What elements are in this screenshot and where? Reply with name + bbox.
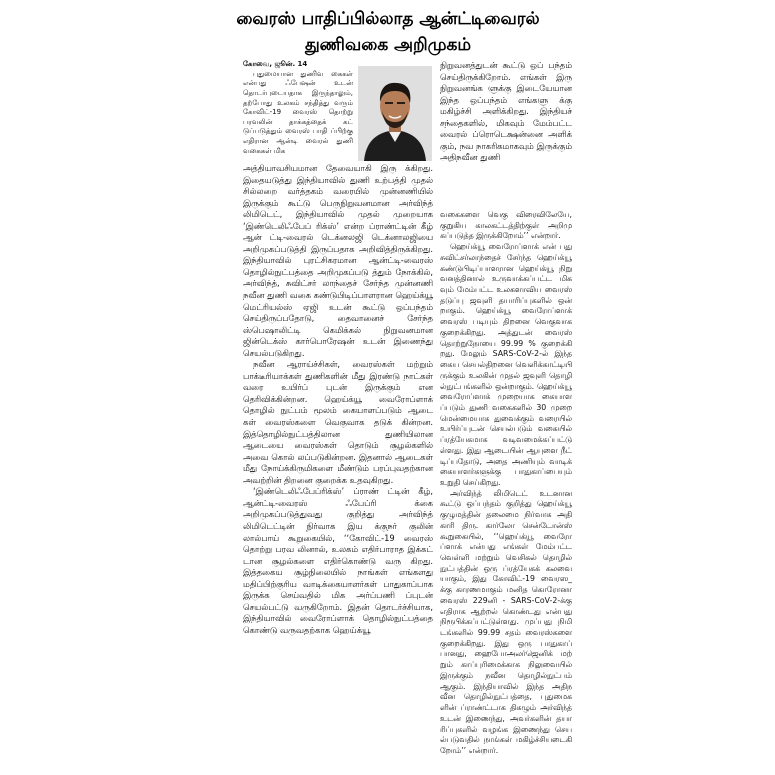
article-headline (212, 6, 564, 58)
portrait-photo (358, 66, 432, 161)
paragraph-col2-2: அர்விந்த் லிமிடெட் உடனான கூட்டு ஒப்பந்தம் குறித்து ஹெய்க்யூ குழுமத்தின் தலைமை நிர்வாக அதி காரி திரு. கார்லோ சென்டோன்ஸ் கூறுகையில், ‘‘ஹெய்க்யூ வைரோ ப்ளாக் என்பது எங்கள் மேம்பட்ட வெள்ளி மற்றும் வெசிகல் தொழில் நுட்பத்தின் ஒரு ப்ரத்யேகக் கலவை யாகும், இது கோவிட்-19 வைரஸ_ க்கு காரணமாகும் மனித கொரோனா வைரஸ் 229னி - SARS-CoV-2-க்கு எதிராக ஆற்றல் கொண்டது என்பது நிரூபிக்கப்பட்டுள்ளது. முப்பது நிமி டங்களில் 99.99 சதம் வைரஸ்களை குறைக்கிறது. இது ஒரு பாதுகாப் பானது, ஹைபோஅலர்ஜெனிக் மற் றும் காப்புரிமைக்காக நிலுவையில் இருக்கும் நவீன தொழில்நுட்பம் ஆகும். இந்தியாவில் இந்த அதிந வீன தொழில்நுட்பத்தை, புதுமைக ளின் ப்ராண்ட்டாக திகழும் அர்விந்த் உடன் இணைந்து, அவர்களின் தயா ரிப்புகளில் வழங்க இணைந்து செய ல்படுவதில் நாங்கள் மகிழ்ச்சியடைகி றோம்’’ என்றார். (440, 488, 572, 755)
column-1-body (243, 163, 433, 768)
paragraph-1: அத்தியாவசியமான தேவையாகி இரு க்கிறது. இதையடுத்து இந்தியாவில் துணி உற்பத்தி முதல் சில்லறை வர்த்தகம் வரையில் முன்னணியில் இருக்கும் கூட்டு பெருநிறுவனமான அர்விந்த் லிமிடெட், இந்தியாவில் முதல் முறையாக ‘இண்டெலிஃபேப் ரிக்ஸ்’ என்ற ப்ராண்ட்டின் கீழ் ஆன் ட்டி-வைரல் டெக்னலஜி டெக்னாலஜியை அறிமுகப்படுத்தி இருப்பதாக அறிவித்திருக்கிறது. இந்தியாவில் புரட்சிகரமான ஆன்ட்டி-வைரஸ் தொழில்நுட்பத்தை அறிமுகப்படு த்தும் நோக்கில், அர்விந்த், சுவிட்சர் லாந்தைச் சேர்ந்த முன்னணி நவீன துணி வகை கண்டுபிடிப்பாளரான ஹெய்க்யூ மெட்ரியல்ஸ் ஏஜி உடன் கூட்டு ஒப்பந்தம் செய்திருப்பதோடு, தைவானைச் சேர்ந்த ஸ்பெஷாலிட்டி கெமிக்கல் நிறுவனமான ஜின்டெக்ஸ் கார்பொரேஷன் உடன் இணைந்து செயல்படுகிறது. (243, 163, 433, 358)
paragraph-2: நவீன ஆராய்ச்சிகள், வைரஸ்கள் மற்றும் பாக்டீரியாக்கள் துணிகளின் மீது இரண்டு நாட்கள் வரை உயிர்ப் புடன் இருக்கும் என தெரிவிக்கின்றன. ஹெய்க்யூ வைரோப்ளாக் தொழில் நுட்பம் மூலம் கையாளப்படும் ஆடை கள் வைரஸ்களை வெகுவாக தடுக் கின்றன. இத்தொழில்நுட்பத்திலான துணியிலான ஆடையை வைரஸ்கள் தொடும் சூழல்களில் அவை கொல் லப்படுகின்றன. இதனால் ஆடைகள் மீது நோய்க்கிருமிகளை மீண்டும் பரப்புவதற்கான அவற்றின் திறனை குறைக்க உதவுகிறது. (243, 359, 433, 485)
paragraph-col2-0: வகைகளை வெகு விரைவிலேயே, குறுகிய காலகட்டத்திற்குள் அறிமு கப்படுத்த இருக்கிறோம்’’ என்றார். (440, 210, 572, 241)
column-2-top (440, 60, 572, 208)
column-1-top (243, 60, 353, 155)
person-portrait-icon (358, 66, 432, 161)
paragraph-col2-top: நிறுவனத்துடன் கூட்டு ஒப் பந்தம் செய்திருக்கிறோம். எங்கள் இரு நிறுவனங்க ளுக்கு இடையேயான இந்த ஒப்பந்தம் எங்களு க்கு மகிழ்ச்சி அளிக்கிறது. இந்தியச் சந்தைகளில், மிகவும் மேம்பட்ட வைரல் ப்ரொடெக்ஷன்னை அளிக் கும், நவ நாகரிகமாகவும் இருக்கும் அதிநவீன துணி (440, 60, 572, 163)
column-2-body (440, 210, 572, 772)
paragraph-3: ‘இண்டெலிஃபேப்ரிக்ஸ்’ ப்ராண் ட்டின் கீழ், ஆன்ட்டி-வைரஸ் ஃபேப்ரி க்கை அறிமுகப்படுத்துவது குறித்து அர்விந்த் லிமிடெட்டின் நிர்வாக இய க்குநர் குலின் லால்பாய் கூறுகையில், ‘‘கோவிட்-19 வைரஸ் தொற்று பரவ லினால், உலகம் எதிர்பாராத இக்கட் டான சூழல்களை எதிர்கொண்டு வரு கிறது. இத்தகைய சூழ்நிலையில் நாங்கள் எங்களது மதிப்பிற்குரிய வாடிக்கையாளர்கள் பாதுகாப்பாக இருக்க செய்வதில் மிக அர்ப்பணி ப்புடன் செயல்பட்டு வருகிறோம். இதன் தொடர்ச்சியாக, இந்தியாவில் வைரோப்ளாக் தொழில்நுட்பத்தை கொண்டு வருவதற்காக ஹெய்க்யூ (243, 486, 433, 635)
headline-line-2: துணிவகை அறிமுகம் (304, 35, 472, 55)
dateline: கோவை, ஜூன். 14 (243, 60, 308, 68)
headline-line-1: வைரஸ் பாதிப்பில்லாத ஆன்ட்டிவைரல் (236, 9, 540, 29)
paragraph-intro: புதுமையான துணிவ கைகள் என்பது ஃபேஷன் உடன் தொடர்புடையதாக இருந்தாலும், தற்போது உலகம் சந்தித்து வரும் கோவிட்-19 வைரஸ் தொற்று பரவலின் தாக்கத்தைக் கட் டுப்படுத்தும் வைரஸ் பாதி ப்பிற்கு எதிரான ஆன்டி வைரல் துணி வகைகள் மிக (243, 69, 353, 155)
paragraph-col2-1: ஹெய்க்யூ வைரோப்ளாக் என் பது சுவிட்சர்லாந்தைச் சேர்ந்த ஹெய்க்யூ கண்டுபிடிப்பாளரான ஹெய்க்யூ நிறு வனத்தினால் உருவாக்கப்பட்ட மிக வும் மேம்பட்ட உலகளாவிய வைரஸ் தடுப்பு ஜவுளி தயாரிப்புகளில் ஒன் றாகும். ஹெய்க்யூ வைரோப்ளாக் வைரஸ் படியும் திறனை வெகுவாக குறைக்கிறது. அத்துடன் வைரஸ் தொற்றுநோயை 99.99 % குறைக்கி றது. மேலும் SARS-CoV-2-ல் இந்த கைய செயல்திறனை வெளிக்காட்டியி ருக்கும் உலகின் முதல் ஜவுளி தொழி ல்நுட்பங்களில் ஒன்றாகும். ஹெய்க்யூ வைரோப்ளாக் முறையாக கையாள ப்படும் துணி வகைகளில் 30 முறை மென்மையாக துவைக்கும் வரையில் உயிர்ப்புடன் செயல்படும் வகையில் ப்ரத்யேகமாக வடிவமைக்கப்பட்டு ள்ளது. இது ஆடையின் ஆயுளை நீட் டிப்பதோடு, அதை அணியும் வாடிக் கையாளர்களுக்கு பாதுகாப்பையும் உறுதி செய்கிறது. (440, 242, 572, 487)
